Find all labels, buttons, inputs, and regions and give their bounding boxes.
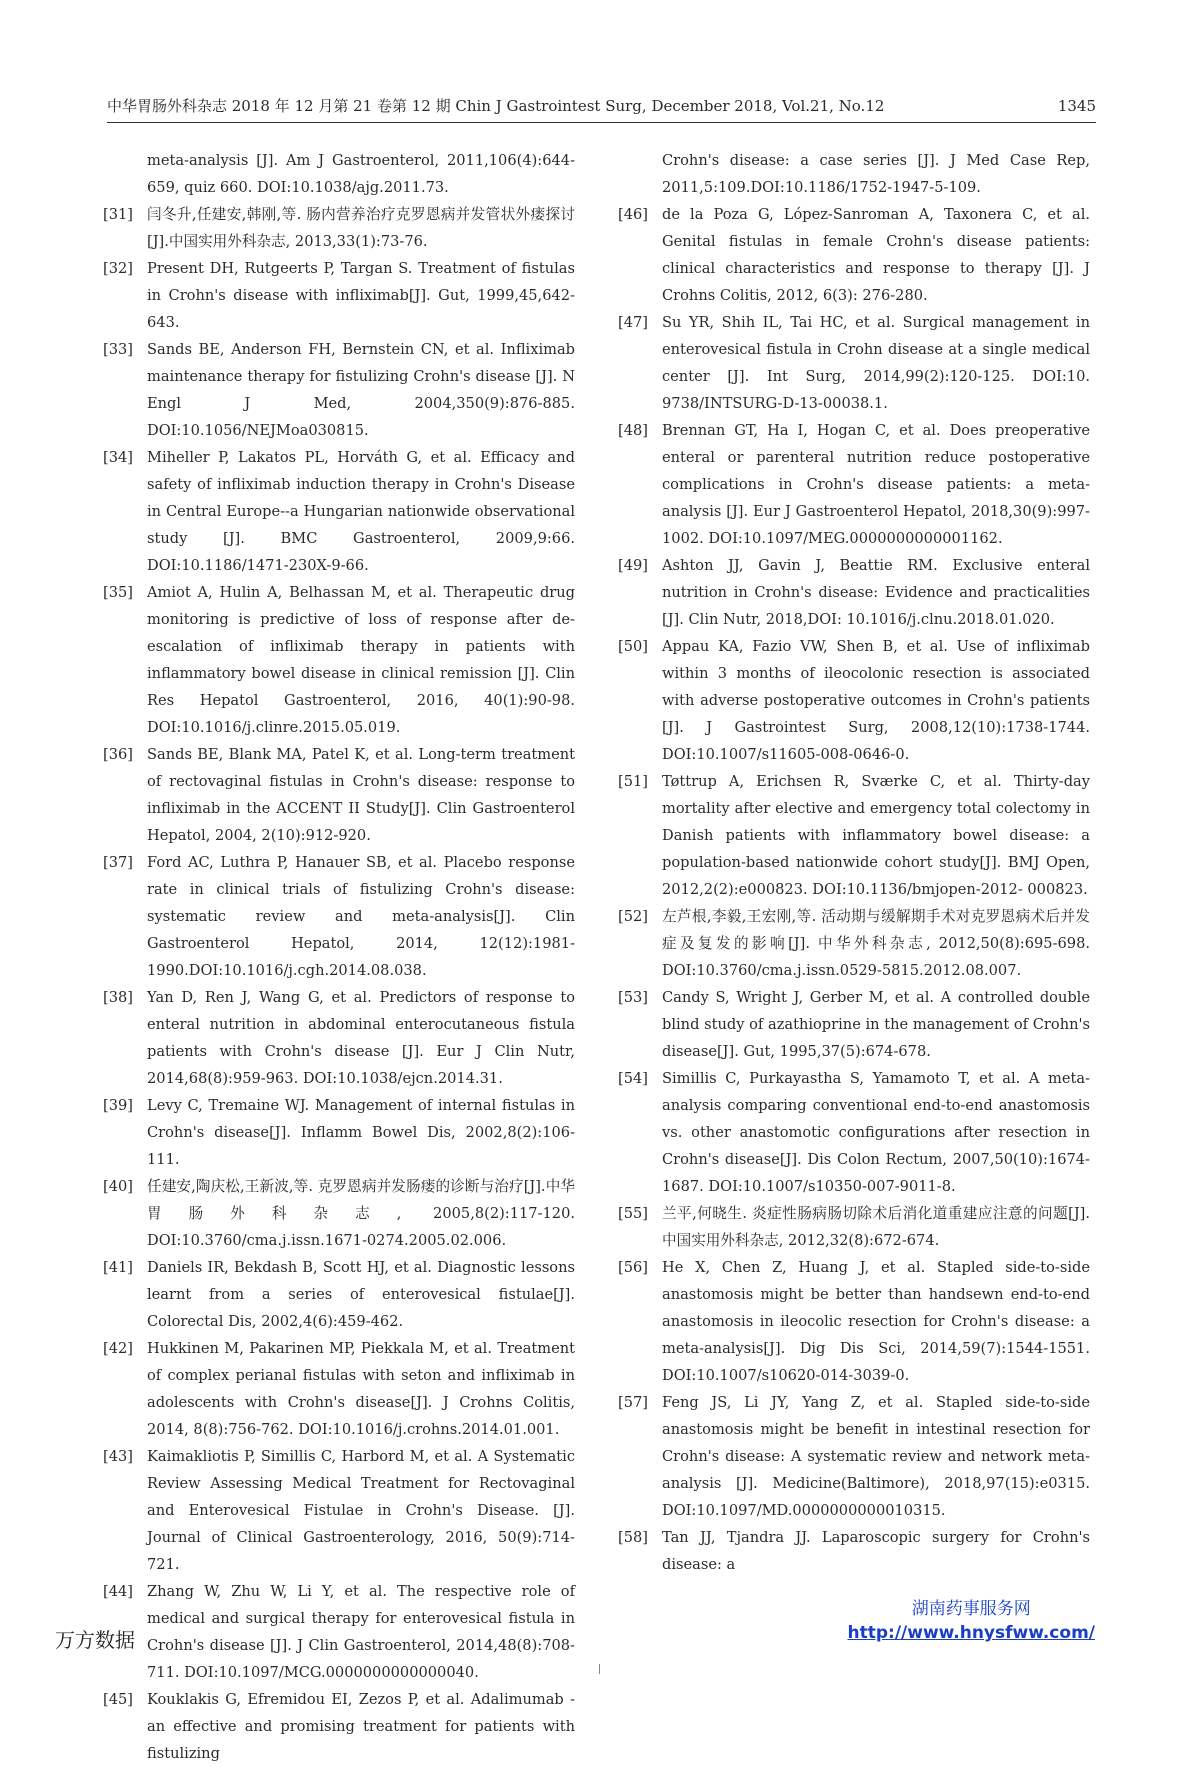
reference-text: Sands BE, Anderson FH, Bernstein CN, et al. Infliximab maintenance therapy for fistulizing Crohn's disease [J]. N Engl J Med, 2004,350(9):876-885. DOI:10.1056/NEJMoa030815. — [147, 341, 575, 439]
reference-text: Hukkinen M, Pakarinen MP, Piekkala M, et al. Treatment of complex perianal fistulas with seton and infliximab in adolescents with Crohn's disease[J]. J Crohns Colitis, 2014, 8(8):756-762. DOI:10.1016/j.crohns.2014.01.001. — [147, 1340, 575, 1438]
reference-number: [51] — [618, 773, 648, 790]
reference-text: Appau KA, Fazio VW, Shen B, et al. Use of infliximab within 3 months of ileocolonic resection is associated with adverse postoperative outcomes in Crohn's patients [J]. J Gastrointest Surg, 2008,12(10):1738-1744. DOI:10.1007/s11605-008-0646-0. — [662, 638, 1090, 763]
reference-entry — [103, 1254, 575, 1335]
reference-text: Zhang W, Zhu W, Li Y, et al. The respective role of medical and surgical therapy for enterovesical fistula in Crohn's disease [J]. J Clin Gastroenterol, 2014,48(8):708-711. DOI:10.1097/MCG.0000000000000040. — [147, 1583, 575, 1681]
reference-entry — [103, 984, 575, 1092]
right-reference-column — [618, 147, 1090, 1578]
reference-text: 闫冬升,任建安,韩刚,等. 肠内营养治疗克罗恩病并发管状外瘘探讨[J].中国实用外科杂志, 2013,33(1):73-76. — [147, 206, 575, 250]
running-header — [107, 92, 1096, 123]
reference-entry — [618, 1389, 1090, 1524]
reference-text: Tan JJ, Tjandra JJ. Laparoscopic surgery for Crohn's disease: a — [662, 1529, 1090, 1573]
site-url-link[interactable]: http://www.hnysfww.com/ — [847, 1623, 1095, 1643]
reference-entry — [103, 579, 575, 741]
reference-entry — [618, 903, 1090, 984]
reference-text: Levy C, Tremaine WJ. Management of internal fistulas in Crohn's disease[J]. Inflamm Bowel Dis, 2002,8(2):106-111. — [147, 1097, 575, 1168]
reference-number: [43] — [103, 1448, 133, 1465]
reference-text: Su YR, Shih IL, Tai HC, et al. Surgical management in enterovesical fistula in Crohn disease at a single medical center [J]. Int Surg, 2014,99(2):120-125. DOI:10. 9738/INTSURG-D-13-00038.1. — [662, 314, 1090, 412]
reference-entry — [103, 255, 575, 336]
reference-text: Tøttrup A, Erichsen R, Sværke C, et al. Thirty-day mortality after elective and emergency total colectomy in Danish patients with inflammatory bowel disease: a population-based nationwide cohort study[J]. BMJ Open, 2012,2(2):e000823. DOI:10.1136/bmjopen-2012- 000823. — [662, 773, 1090, 898]
continued-reference: meta-analysis [J]. Am J Gastroenterol, 2011,106(4):644-659, quiz 660. DOI:10.1038/ajg.2011.73. — [147, 152, 575, 196]
reference-text: Present DH, Rutgeerts P, Targan S. Treatment of fistulas in Crohn's disease with infliximab[J]. Gut, 1999,45,642-643. — [147, 260, 575, 331]
reference-text: 左芦根,李毅,王宏刚,等. 活动期与缓解期手术对克罗恩病术后并发症及复发的影响[J]. 中华外科杂志, 2012,50(8):695-698. DOI:10.3760/cma.j.issn.0529-5815.2012.08.007. — [662, 908, 1090, 979]
reference-number: [47] — [618, 314, 648, 331]
reference-entry — [618, 552, 1090, 633]
reference-entry — [618, 1254, 1090, 1389]
reference-text: 任建安,陶庆松,王新波,等. 克罗恩病并发肠瘘的诊断与治疗[J].中华胃肠外科杂志, 2005,8(2):117-120. DOI:10.3760/cma.j.issn.1671-0274.2005.02.006. — [147, 1178, 575, 1249]
reference-text: He X, Chen Z, Huang J, et al. Stapled side-to-side anastomosis might be better than handsewn end-to-end anastomosis in ileocolic resection for Crohn's disease: a meta-analysis[J]. Dig Dis Sci, 2014,59(7):1544-1551. DOI:10.1007/s10620-014-3039-0. — [662, 1259, 1090, 1384]
reference-entry — [618, 1524, 1090, 1578]
reference-entry — [618, 417, 1090, 552]
reference-entry — [618, 309, 1090, 417]
reference-number: [31] — [103, 206, 133, 223]
reference-text: 兰平,何晓生. 炎症性肠病肠切除术后消化道重建应注意的问题[J]. 中国实用外科杂志, 2012,32(8):672-674. — [662, 1205, 1090, 1249]
reference-entry — [103, 741, 575, 849]
reference-text: Ford AC, Luthra P, Hanauer SB, et al. Placebo response rate in clinical trials of fistulizing Crohn's disease: systematic review and meta-analysis[J]. Clin Gastroenterol Hepatol, 2014, 12(12):1981-1990.DOI:10.1016/j.cgh.2014.08.038. — [147, 854, 575, 979]
reference-text: Amiot A, Hulin A, Belhassan M, et al. Therapeutic drug monitoring is predictive of loss of response after de-escalation of infliximab therapy in patients with inflammatory bowel disease in clinical remission [J]. Clin Res Hepatol Gastroenterol, 2016, 40(1):90-98. DOI:10.1016/j.clinre.2015.05.019. — [147, 584, 575, 736]
reference-number: [50] — [618, 638, 648, 655]
reference-number: [52] — [618, 908, 648, 925]
reference-entry — [103, 849, 575, 984]
reference-number: [49] — [618, 557, 648, 574]
reference-number: [38] — [103, 989, 133, 1006]
reference-entry — [103, 201, 575, 255]
reference-number: [33] — [103, 341, 133, 358]
reference-text: de la Poza G, López-Sanroman A, Taxonera C, et al. Genital fistulas in female Crohn's disease patients: clinical characteristics and response to therapy [J]. J Crohns Colitis, 2012, 6(3): 276-280. — [662, 206, 1090, 304]
site-watermark — [848, 1597, 1096, 1645]
reference-number: [56] — [618, 1259, 648, 1276]
reference-number: [32] — [103, 260, 133, 277]
reference-number: [36] — [103, 746, 133, 763]
reference-entry — [618, 1065, 1090, 1200]
reference-number: [44] — [103, 1583, 133, 1600]
reference-number: [55] — [618, 1205, 648, 1222]
continued-reference: Crohn's disease: a case series [J]. J Med Case Rep, 2011,5:109.DOI:10.1186/1752-1947-5-109. — [662, 152, 1090, 196]
reference-entry — [618, 984, 1090, 1065]
wanfang-data-brand: 万方数据 — [55, 1628, 135, 1652]
reference-number: [45] — [103, 1691, 133, 1708]
site-title: 湖南药事服务网 — [911, 1599, 1031, 1619]
reference-text: Feng JS, Li JY, Yang Z, et al. Stapled side-to-side anastomosis might be benefit in intestinal resection for Crohn's disease: A systematic review and network meta-analysis [J]. Medicine(Baltimore), 2018,97(15):e0315. DOI:10.1097/MD.0000000000010315. — [662, 1394, 1090, 1519]
left-reference-column — [103, 147, 575, 1767]
reference-entry — [103, 1578, 575, 1686]
journal-citation: 中华胃肠外科杂志 2018 年 12 月第 21 卷第 12 期 Chin J Gastrointest Surg, December 2018, Vol.21, No.12 — [107, 97, 885, 115]
reference-number: [37] — [103, 854, 133, 871]
reference-text: Daniels IR, Bekdash B, Scott HJ, et al. Diagnostic lessons learnt from a series of enterovesical fistulae[J]. Colorectal Dis, 2002,4(6):459-462. — [147, 1259, 575, 1330]
reference-entry — [618, 633, 1090, 768]
reference-text: Sands BE, Blank MA, Patel K, et al. Long-term treatment of rectovaginal fistulas in Crohn's disease: response to infliximab in the ACCENT II Study[J]. Clin Gastroenterol Hepatol, 2004, 2(10):912-920. — [147, 746, 575, 844]
reference-text: Ashton JJ, Gavin J, Beattie RM. Exclusive enteral nutrition in Crohn's disease: Evidence and practicalities [J]. Clin Nutr, 2018,DOI: 10.1016/j.clnu.2018.01.020. — [662, 557, 1090, 628]
reference-text: Candy S, Wright J, Gerber M, et al. A controlled double blind study of azathioprine in the management of Crohn's disease[J]. Gut, 1995,37(5):674-678. — [662, 989, 1090, 1060]
reference-entry — [103, 336, 575, 444]
reference-text: Kouklakis G, Efremidou EI, Zezos P, et al. Adalimumab - an effective and promising treatment for patients with fistulizing — [147, 1691, 575, 1762]
reference-number: [57] — [618, 1394, 648, 1411]
reference-number: [48] — [618, 422, 648, 439]
reference-text: Kaimakliotis P, Simillis C, Harbord M, et al. A Systematic Review Assessing Medical Treatment for Rectovaginal and Enterovesical Fistulae in Crohn's Disease. [J]. Journal of Clinical Gastroenterology, 2016, 50(9):714-721. — [147, 1448, 575, 1573]
page-number: 1345 — [1057, 97, 1096, 115]
reference-number: [54] — [618, 1070, 648, 1087]
reference-entry — [103, 1092, 575, 1173]
reference-text: Miheller P, Lakatos PL, Horváth G, et al. Efficacy and safety of infliximab induction therapy in Crohn's Disease in Central Europe--a Hungarian nationwide observational study [J]. BMC Gastroenterol, 2009,9:66. DOI:10.1186/1471-230X-9-66. — [147, 449, 575, 574]
reference-number: [35] — [103, 584, 133, 601]
reference-entry — [103, 1335, 575, 1443]
reference-number: [40] — [103, 1178, 133, 1195]
reference-number: [41] — [103, 1259, 133, 1276]
reference-entry — [103, 1443, 575, 1578]
reference-number: [42] — [103, 1340, 133, 1357]
reference-entry — [103, 444, 575, 579]
reference-text: Yan D, Ren J, Wang G, et al. Predictors of response to enteral nutrition in abdominal enterocutaneous fistula patients with Crohn's disease [J]. Eur J Clin Nutr, 2014,68(8):959-963. DOI:10.1038/ejcn.2014.31. — [147, 989, 575, 1087]
reference-text: Brennan GT, Ha I, Hogan C, et al. Does preoperative enteral or parenteral nutrition reduce postoperative complications in Crohn's disease patients: a meta-analysis [J]. Eur J Gastroenterol Hepatol, 2018,30(9):997-1002. DOI:10.1097/MEG.0000000000001162. — [662, 422, 1090, 547]
reference-number: [34] — [103, 449, 133, 466]
reference-text: Simillis C, Purkayastha S, Yamamoto T, et al. A meta-analysis comparing conventional end-to-end anastomosis vs. other anastomotic configurations after resection in Crohn's disease[J]. Dis Colon Rectum, 2007,50(10):1674-1687. DOI:10.1007/s10350-007-9011-8. — [662, 1070, 1090, 1195]
reference-entry — [103, 1173, 575, 1254]
reference-number: [53] — [618, 989, 648, 1006]
reference-entry — [618, 768, 1090, 903]
reference-number: [39] — [103, 1097, 133, 1114]
reference-entry — [618, 201, 1090, 309]
reference-entry — [618, 1200, 1090, 1254]
reference-entry — [103, 1686, 575, 1767]
page-bottom-mark — [599, 1664, 600, 1674]
reference-number: [46] — [618, 206, 648, 223]
reference-number: [58] — [618, 1529, 648, 1546]
